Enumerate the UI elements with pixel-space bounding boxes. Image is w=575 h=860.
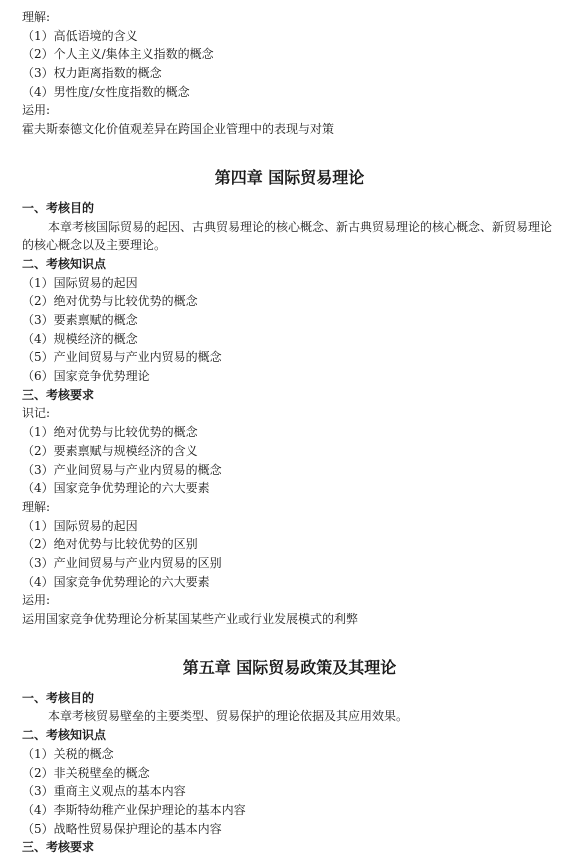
list-item: （3）要素禀赋的概念	[22, 313, 138, 327]
section-heading: 一、考核目的	[22, 200, 95, 215]
section-heading: 三、考核要求	[22, 387, 95, 402]
apply-text: 运用国家竞争优势理论分析某国某些产业或行业发展模式的利弊	[22, 612, 359, 627]
list-item: （3）权力距离指数的概念	[22, 66, 162, 81]
apply-label: 运用:	[22, 103, 51, 118]
list-item: （2）要素禀赋与规模经济的含义	[22, 443, 198, 458]
list-item: （3）产业间贸易与产业内贸易的区别	[22, 555, 222, 570]
understand-list	[22, 517, 557, 592]
recognize-label: 识记:	[22, 406, 51, 421]
list-item: （1）国际贸易的起因	[22, 518, 138, 533]
list-item: （1）高低语境的含义	[22, 28, 138, 43]
section-paragraph: 本章考核贸易壁垒的主要类型、贸易保护的理论依据及其应用效果。	[48, 709, 409, 724]
section-heading: 二、考核知识点	[22, 256, 107, 271]
list-item: （4）国家竞争优势理论的六大要素	[22, 574, 210, 589]
list-item: （4）李斯特幼稚产业保护理论的基本内容	[22, 802, 246, 817]
understand-list	[22, 27, 557, 102]
list-item: （1）绝对优势与比较优势的概念	[22, 425, 198, 440]
list-item: （4）国家竞争优势理论的六大要素	[22, 481, 210, 496]
list-item: （2）非关税壁垒的概念	[22, 765, 150, 780]
list-item: （2）绝对优势与比较优势的概念	[22, 294, 198, 309]
document-page	[22, 8, 557, 857]
list-item: （5）战略性贸易保护理论的基本内容	[22, 821, 222, 836]
section-paragraph: 本章考核国际贸易的起因、古典贸易理论的核心概念、新古典贸易理论的核心概念、新贸易理论的核心概念以及主要理论。	[22, 219, 553, 253]
list-item: （1）国际贸易的起因	[22, 275, 138, 290]
list-item: （2）个人主义/集体主义指数的概念	[22, 47, 214, 62]
recognize-list	[22, 423, 557, 498]
list-item: （1）关税的概念	[22, 746, 114, 761]
understand-label: 理解:	[22, 499, 51, 514]
chapter-title: 第五章 国际贸易政策及其理论	[182, 657, 397, 677]
list-item: （4）男性度/女性度指数的概念	[22, 84, 190, 99]
section-heading: 一、考核目的	[22, 690, 95, 705]
apply-label: 运用:	[22, 593, 51, 608]
list-item: （2）绝对优势与比较优势的区别	[22, 537, 198, 552]
apply-text: 霍夫斯泰德文化价值观差异在跨国企业管理中的表现与对策	[22, 122, 335, 137]
chapter-title: 第四章 国际贸易理论	[214, 167, 365, 187]
knowledge-list	[22, 745, 557, 838]
section-heading: 三、考核要求	[22, 840, 95, 855]
list-item: （3）重商主义观点的基本内容	[22, 784, 186, 799]
knowledge-list	[22, 274, 557, 386]
list-item: （3）产业间贸易与产业内贸易的概念	[22, 462, 222, 477]
list-item: （5）产业间贸易与产业内贸易的概念	[22, 350, 222, 365]
list-item: （4）规模经济的概念	[22, 331, 138, 346]
understand-label: 理解:	[22, 10, 51, 24]
section-heading: 二、考核知识点	[22, 728, 107, 743]
list-item: （6）国家竞争优势理论	[22, 369, 150, 384]
